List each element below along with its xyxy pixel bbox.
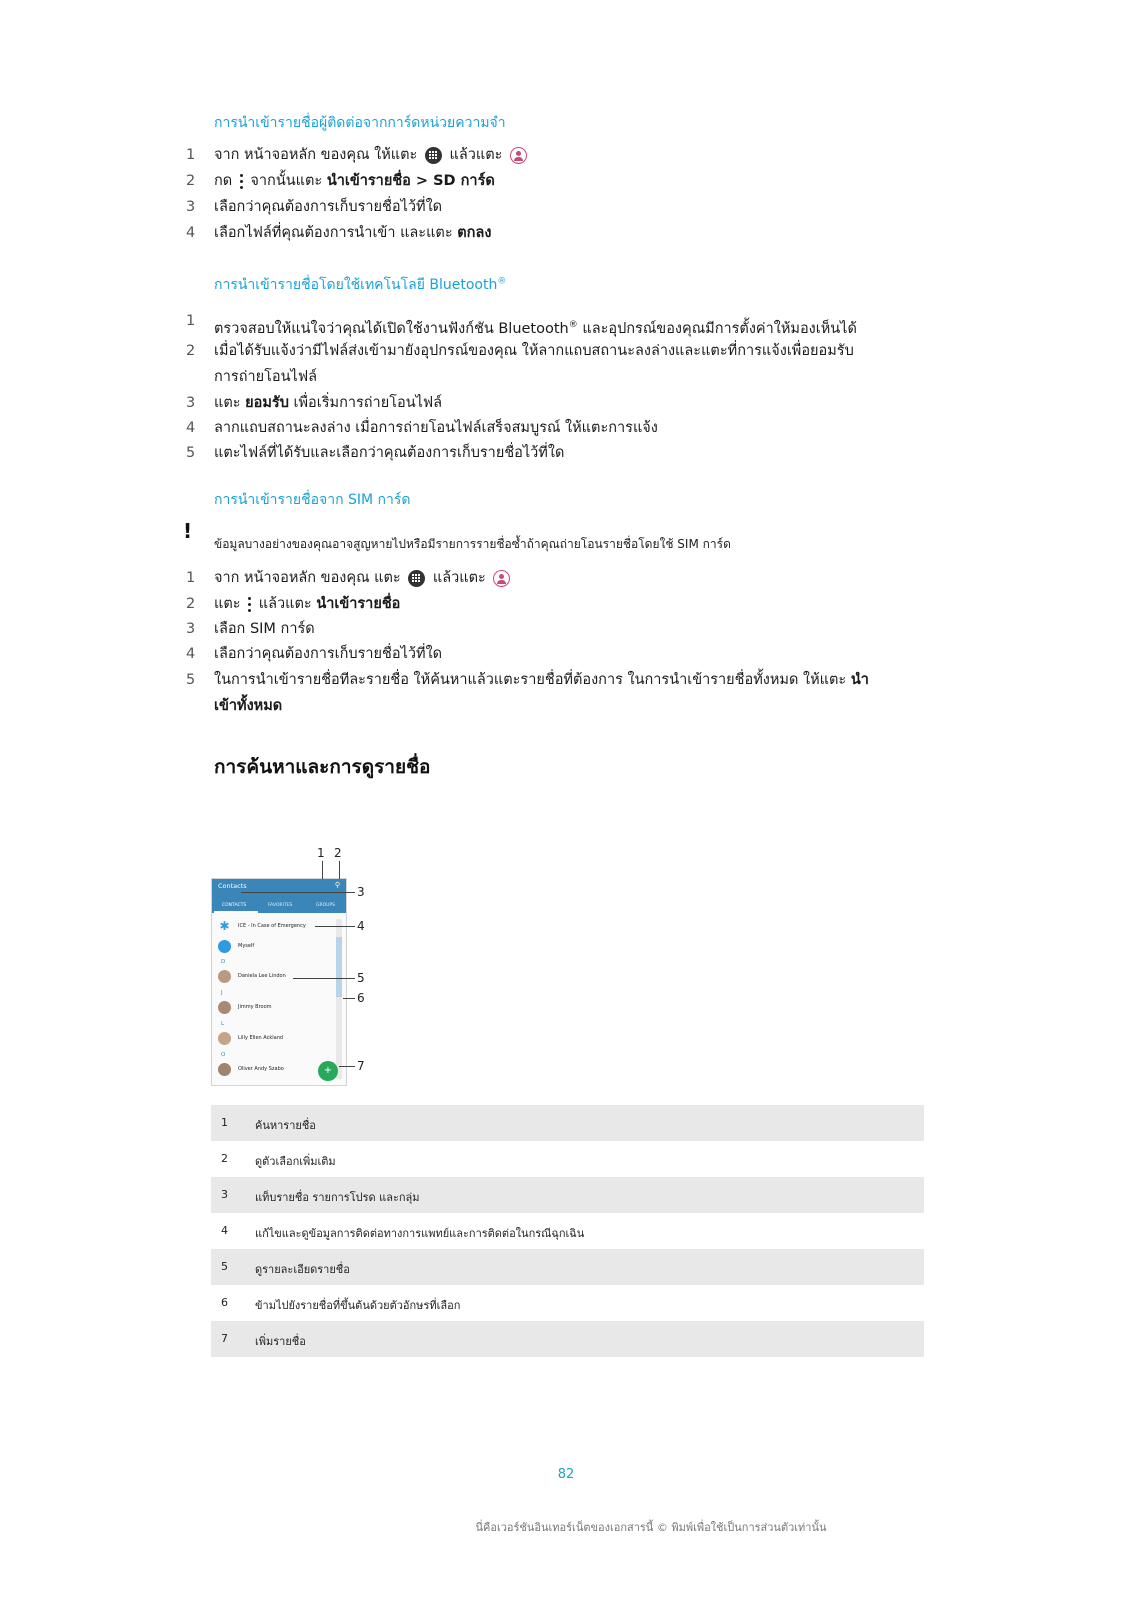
- contacts-icon: [510, 147, 527, 164]
- callout-2: 2: [334, 846, 342, 860]
- section-title-bluetooth-import: การนำเข้ารายชื่อโดยใช้เทคโนโลยี Bluetooth®: [214, 276, 507, 293]
- search-icon[interactable]: ⚲: [334, 881, 340, 889]
- section-title-sim-import: การนำเข้ารายชื่อจาก SIM การ์ด: [214, 492, 411, 508]
- callout-3: 3: [357, 885, 365, 899]
- contacts-screenshot-figure: [211, 846, 381, 1096]
- callout-5: 5: [357, 971, 365, 985]
- callout-line: [343, 998, 355, 999]
- callout-line: [241, 892, 355, 893]
- legend-table: [211, 1105, 924, 1357]
- section-letter: L: [221, 1021, 225, 1027]
- callout-6: 6: [357, 991, 365, 1005]
- warning-note: ข้อมูลบางอย่างของคุณอาจสูญหายไปหรือมีรายการรายชื่อซ้ำถ้าคุณถ่ายโอนรายชื่อโดยใช้ SIM การ์ด: [214, 537, 731, 551]
- table-row: 5 ดูรายละเอียดรายชื่อ: [211, 1249, 924, 1285]
- footer-note: นี่คือเวอร์ชันอินเทอร์เน็ตของเอกสารนี้ © พิมพ์เพื่อใช้เป็นการส่วนตัวเท่านั้น: [475, 1521, 827, 1534]
- app-bar: Contacts ⚲: [212, 879, 347, 895]
- callout-line: [293, 978, 355, 979]
- callout-line: [339, 861, 340, 879]
- more-options-icon: [239, 173, 244, 190]
- apps-icon: [408, 570, 425, 587]
- avatar: [218, 1001, 231, 1014]
- callout-4: 4: [357, 919, 365, 933]
- asterisk-icon: ✱: [219, 919, 230, 933]
- tab-contacts[interactable]: CONTACTS: [222, 903, 247, 908]
- avatar: [218, 940, 231, 953]
- section-title-sd-import: การนำเข้ารายชื่อผู้ติดต่อจากการ์ดหน่วยความจำ: [214, 115, 506, 131]
- table-row: 2 ดูตัวเลือกเพิ่มเติม: [221, 1152, 336, 1168]
- alphabet-index-highlight: [336, 937, 342, 997]
- warning-icon: !: [183, 519, 193, 543]
- callout-line: [322, 861, 323, 879]
- tab-favorites[interactable]: FAVORITES: [268, 903, 293, 908]
- section-letter: O: [221, 1052, 226, 1058]
- add-contact-button[interactable]: +: [318, 1061, 338, 1081]
- callout-line: [339, 1066, 355, 1067]
- tab-bar: [212, 895, 347, 913]
- avatar: [218, 1063, 231, 1076]
- heading-search-view-contacts: การค้นหาและการดูรายชื่อ: [214, 756, 431, 778]
- contacts-icon: [493, 570, 510, 587]
- avatar: [218, 970, 231, 983]
- tab-groups[interactable]: GROUPS: [316, 903, 336, 908]
- section-letter: J: [221, 990, 223, 996]
- section-letter: D: [221, 959, 226, 965]
- phone-screen: Contacts ⚲ CONTACTS FAVORITES GROUPS ✱ ICE - In Case of Emergency Myself D Daniela Lee Lindon J Jimmy Broom L Lilly Ellen Ackland O Oliver Andy Szabo +: [211, 878, 347, 1086]
- more-options-icon: [247, 596, 252, 613]
- callout-line: [315, 926, 355, 927]
- table-row: 1 ค้นหารายชื่อ: [211, 1105, 924, 1141]
- table-row: 3 แท็บรายชื่อ รายการโปรด และกลุ่ม: [211, 1177, 924, 1213]
- table-row: 4 แก้ไขและดูข้อมูลการติดต่อทางการแพทย์และการติดต่อในกรณีฉุกเฉิน: [221, 1224, 585, 1240]
- tab-indicator: [214, 911, 258, 913]
- table-row: 6 ข้ามไปยังรายชื่อที่ขึ้นต้นด้วยตัวอักษรที่เลือก: [221, 1296, 461, 1312]
- callout-1: 1: [317, 846, 325, 860]
- table-row: 7 เพิ่มรายชื่อ: [211, 1321, 924, 1357]
- avatar: [218, 1032, 231, 1045]
- apps-icon: [425, 147, 442, 164]
- callout-7: 7: [357, 1059, 365, 1073]
- page-number: 82: [557, 1467, 575, 1482]
